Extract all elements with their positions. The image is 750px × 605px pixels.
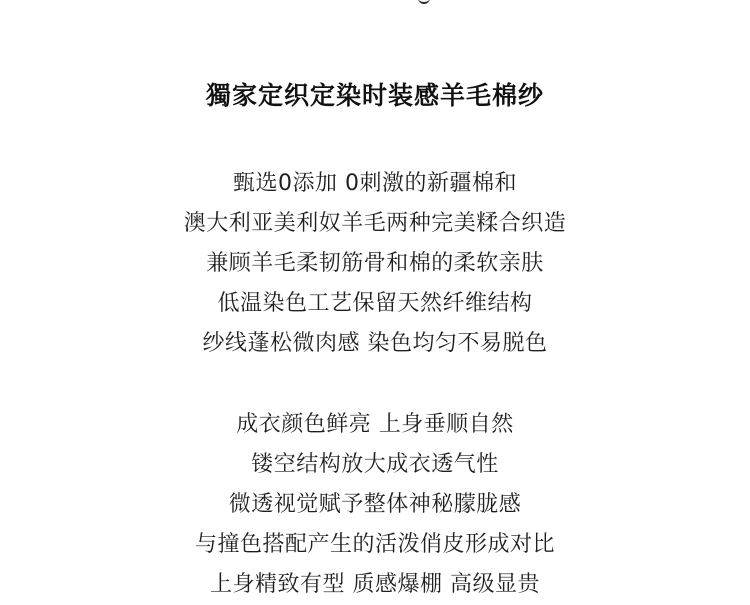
page-title: 獨家定织定染时装感羊毛棉纱 bbox=[205, 81, 544, 110]
description-paragraph-garment bbox=[0, 405, 750, 605]
text-line: 兼顾羊毛柔韧筋骨和棉的柔软亲肤 bbox=[206, 251, 544, 276]
text-line: 甄选0添加 0刺激的新疆棉和 bbox=[233, 171, 517, 196]
text-line: 微透视觉赋予整体神秘朦胧感 bbox=[228, 492, 522, 517]
description-paragraph-fabric bbox=[0, 164, 750, 364]
text-line: 与撞色搭配产生的活泼俏皮形成对比 bbox=[194, 532, 555, 557]
text-line: 成衣颜色鲜亮 上身垂顺自然 bbox=[236, 412, 514, 437]
text-line: 纱线蓬松微肉感 染色均匀不易脱色 bbox=[202, 331, 548, 356]
text-line: 上身精致有型 质感爆棚 高级显贵 bbox=[210, 572, 540, 597]
text-line: 低温染色工艺保留天然纤维结构 bbox=[217, 291, 533, 316]
text-line: 镂空结构放大成衣透气性 bbox=[251, 452, 499, 477]
text-line: 澳大利亚美利奴羊毛两种完美糅合织造 bbox=[183, 211, 567, 236]
top-fragment-mark bbox=[418, 0, 430, 4]
